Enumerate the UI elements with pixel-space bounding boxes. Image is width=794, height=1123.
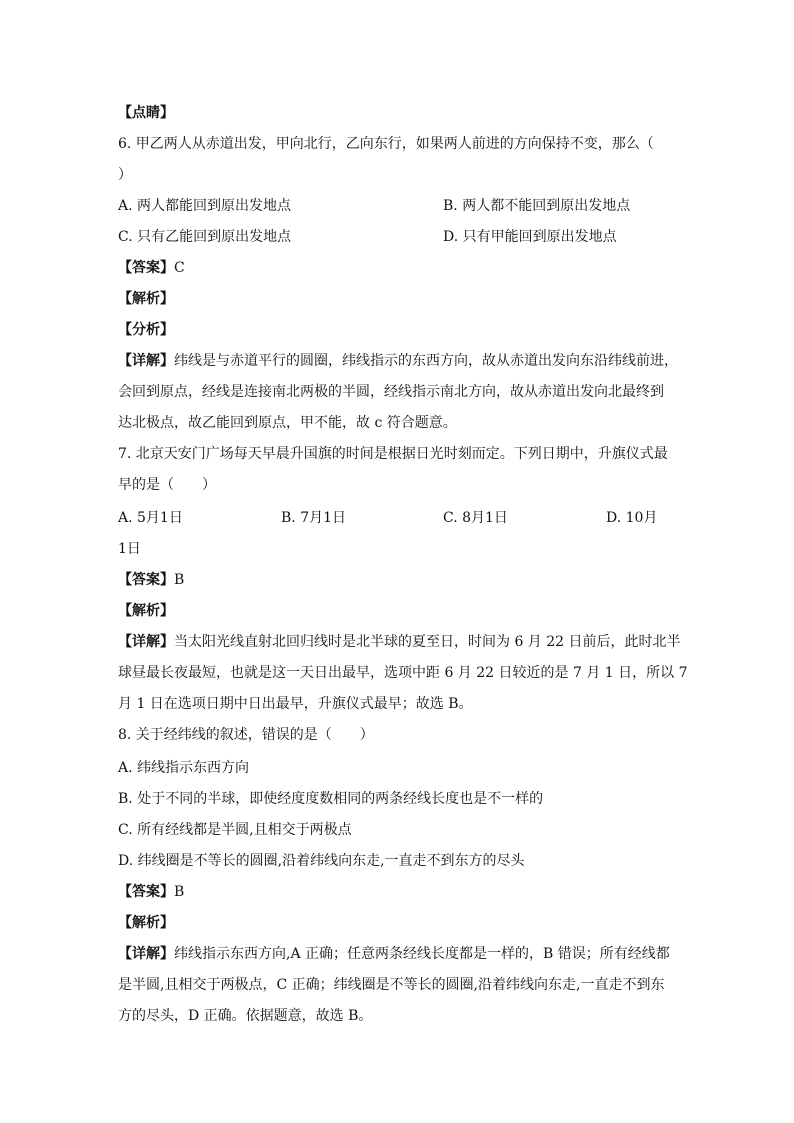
q7-answer (118, 565, 688, 596)
q7-answer-value: B (174, 572, 185, 588)
q7-option-c: C. 8月1日 (443, 510, 508, 526)
q6-xiangjie-text1: 纬线是与赤道平行的圆圈，纬线指示的东西方向，故从赤道出发向东沿纬线前进， (174, 353, 678, 369)
q8-xiangjie-line1 (118, 939, 688, 970)
q7-xiangjie-line3: 月 1 日在选项日期中日出最早，升旗仪式最早；故选 B。 (118, 696, 473, 712)
q7-stem-line1: 7. 北京天安门广场每天早晨升国旗的时间是根据日光时刻而定。下列日期中，升旗仪式最 (118, 446, 668, 462)
q7-xiangjie-line2: 球昼最长夜最短，也就是这一天日出最早，选项中距 6 月 22 日较近的是 7 月 1 日，所以 7 (118, 665, 688, 681)
q6-xiangjie-line1 (118, 346, 688, 377)
q6-answer (118, 253, 688, 284)
q8-jiexi-heading: 【解析】 (118, 915, 174, 931)
q6-option-c: C. 只有乙能回到原出发地点 (118, 229, 292, 245)
q7-option-d-continued: 1日 (118, 541, 141, 557)
q6-xiangjie-line2: 会回到原点，经线是连接南北两极的半圆，经线指示南北方向，故从赤道出发向北最终到 (118, 384, 664, 400)
q6-jiexi-heading: 【解析】 (118, 291, 174, 307)
q6-option-d: D. 只有甲能回到原出发地点 (443, 229, 617, 245)
q8-answer-value: B (174, 884, 185, 900)
q6-answer-label: 【答案】 (118, 260, 174, 276)
q8-xiangjie-line2: 是半圆,且相交于两极点，C 正确；纬线圈是不等长的圆圈,沿着纬线向东走,一直走不到东 (118, 977, 665, 993)
q7-xiangjie-text1: 当太阳光线直射北回归线时是北半球的夏至日，时间为 6 月 22 日前后，此时北半 (174, 634, 681, 650)
q7-option-d: D. 10月 (606, 510, 658, 526)
q6-answer-value: C (174, 260, 185, 276)
q7-option-a: A. 5月1日 (118, 510, 183, 526)
q7-stem-line2: 早的是（ ） (118, 477, 216, 493)
q6-xiangjie-line3: 达北极点，故乙能回到原点，甲不能，故 c 符合题意。 (118, 415, 457, 431)
q8-stem-line1: 8. 关于经纬线的叙述，错误的是（ ） (118, 727, 374, 743)
q7-xiangjie-line1 (118, 627, 688, 658)
q7-jiexi-heading: 【解析】 (118, 603, 174, 619)
q7-xiangjie-label: 【详解】 (118, 634, 174, 650)
q7-option-b: B. 7月1日 (281, 510, 347, 526)
q8-option-b: B. 处于不同的半球，即使经度度数相同的两条经线长度也是不一样的 (118, 791, 544, 807)
q8-xiangjie-text1: 纬线指示东西方向,A 正确；任意两条经线长度都是一样的，B 错误；所有经线都 (174, 946, 670, 962)
q8-option-c: C. 所有经线都是半圆,且相交于两极点 (118, 822, 352, 838)
q8-answer (118, 877, 688, 908)
q8-answer-label: 【答案】 (118, 884, 174, 900)
q6-fenxi-heading: 【分析】 (118, 322, 174, 338)
q6-stem-line2: ） (118, 167, 132, 183)
q6-option-b: B. 两人都不能回到原出发地点 (443, 198, 631, 214)
q6-xiangjie-label: 【详解】 (118, 353, 174, 369)
q8-option-a: A. 纬线指示东西方向 (118, 760, 250, 776)
q8-xiangjie-line3: 方的尽头，D 正确。依据题意，故选 B。 (118, 1008, 373, 1024)
q8-option-d: D. 纬线圈是不等长的圆圈,沿着纬线向东走,一直走不到东方的尽头 (118, 853, 525, 869)
q6-stem-line1: 6. 甲乙两人从赤道出发，甲向北行，乙向东行，如果两人前进的方向保持不变，那么（ (118, 136, 654, 152)
q6-option-a: A. 两人都能回到原出发地点 (118, 198, 292, 214)
q7-answer-label: 【答案】 (118, 572, 174, 588)
dianjing-heading: 【点睛】 (118, 105, 174, 121)
q8-xiangjie-label: 【详解】 (118, 946, 174, 962)
